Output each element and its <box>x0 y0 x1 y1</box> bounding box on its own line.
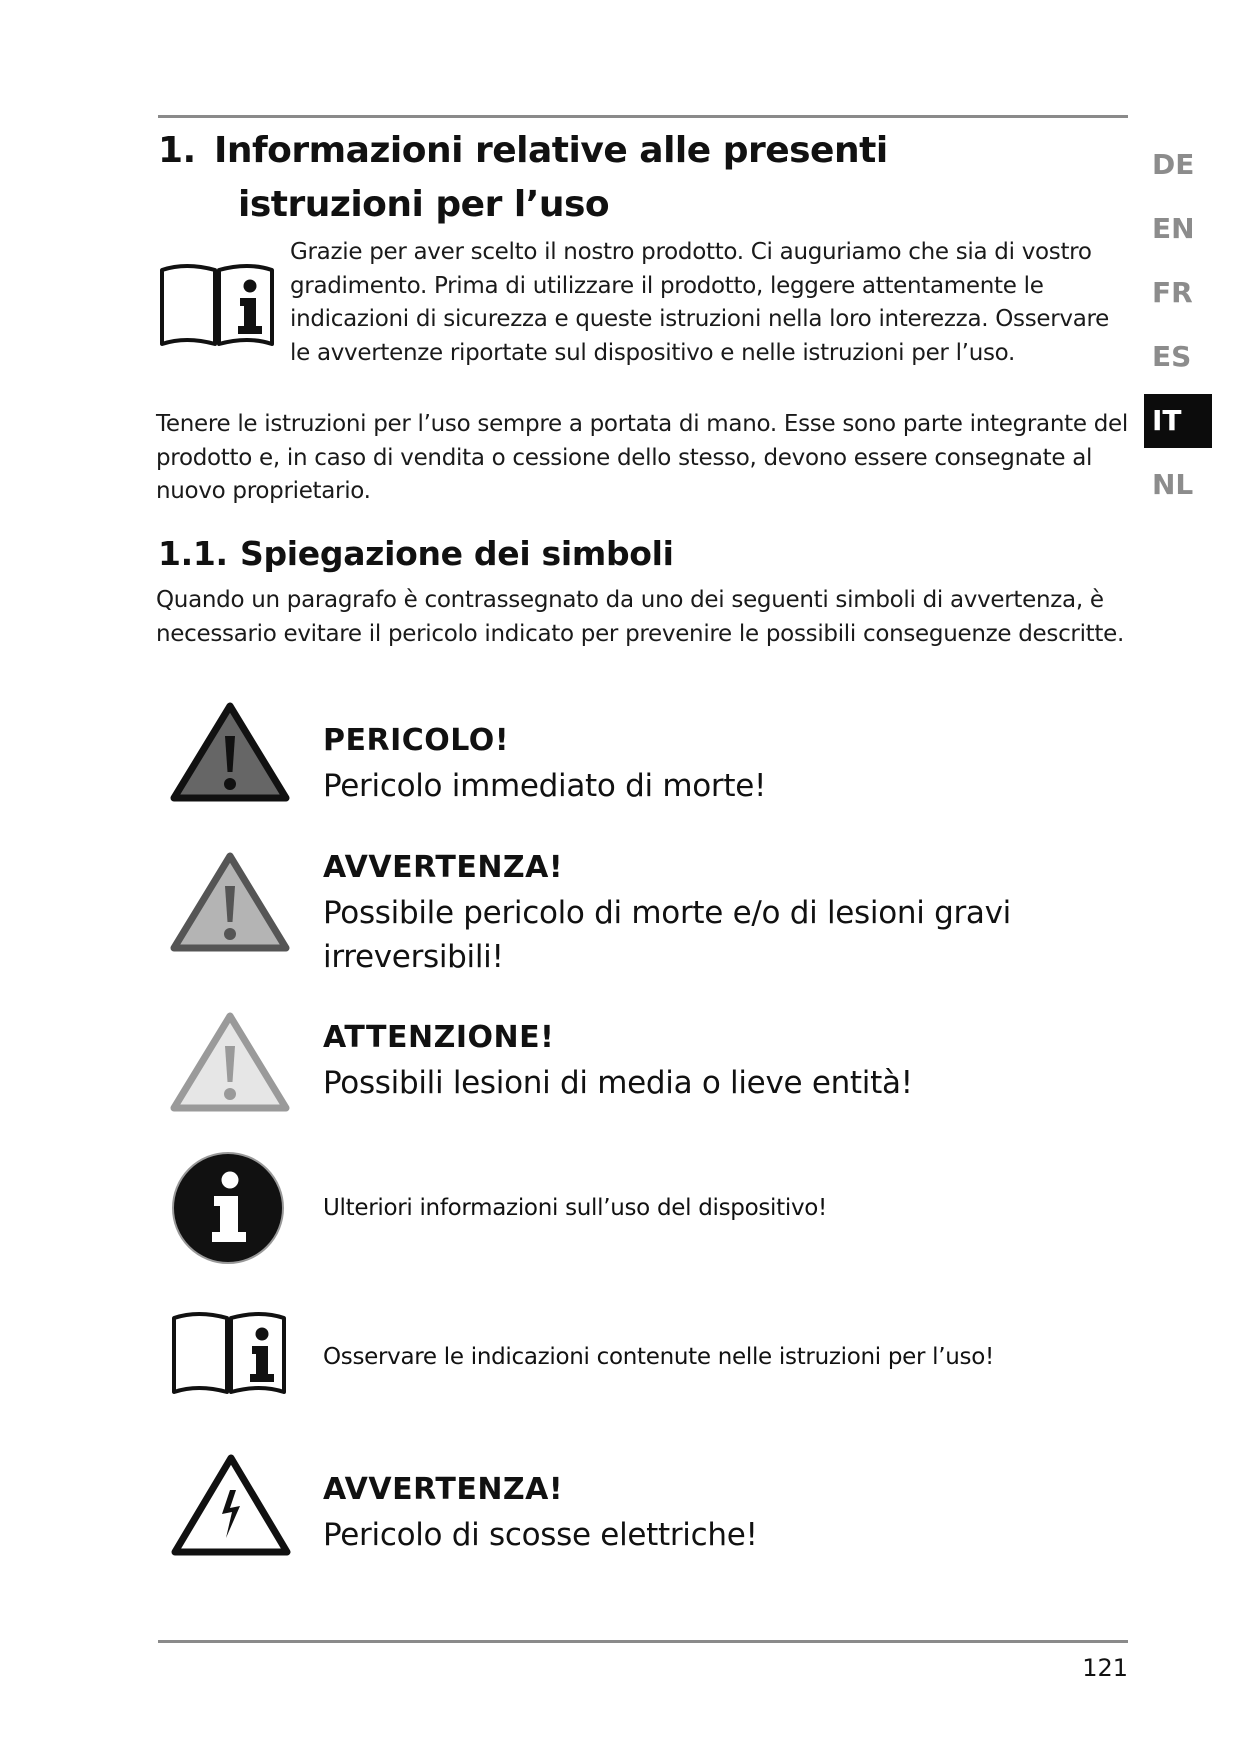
page-number: 121 <box>1082 1654 1128 1682</box>
symbol-description: Ulteriori informazioni sull’uso del dispositivo! <box>323 1195 827 1221</box>
symbol-entry-info <box>323 1193 1123 1223</box>
symbol-title: AVVERTENZA! <box>323 1472 564 1507</box>
symbol-description: Possibili lesioni di media o lieve entità! <box>323 1065 913 1101</box>
bottom-rule <box>158 1640 1128 1643</box>
symbol-entry-caution <box>323 1015 1123 1105</box>
subsection-title: Spiegazione dei simboli <box>240 534 674 573</box>
section-title-line2: istruzioni per l’uso <box>238 184 610 225</box>
language-tab-nl[interactable]: NL <box>1152 468 1194 501</box>
section-title-line1: Informazioni relative alle presenti <box>214 130 888 171</box>
symbol-entry-warning <box>323 845 1123 979</box>
symbol-description: Osservare le indicazioni contenute nelle istruzioni per l’uso! <box>323 1344 994 1370</box>
language-tab-es[interactable]: ES <box>1152 340 1192 373</box>
symbol-entry-manual <box>323 1342 1123 1372</box>
intro-paragraph: Grazie per aver scelto il nostro prodotto. Ci auguriamo che sia di vostro gradimento. Prima di utilizzare il prodotto, leggere attentamente le indicazioni di sicurezza e queste istruzioni nella loro interezza. Osservare le avvertenze riportate sul dispositivo e nelle istruzioni per l’uso. <box>290 239 1110 366</box>
subsection-heading <box>158 534 1058 574</box>
warning-triangle-icon <box>170 850 290 954</box>
subsection-number: 1.1. <box>158 534 228 573</box>
language-tab-fr[interactable]: FR <box>1152 276 1193 309</box>
symbol-description: Pericolo di scosse elettriche! <box>323 1517 758 1553</box>
manual-info-icon <box>158 260 276 348</box>
symbol-description: Pericolo immediato di morte! <box>323 768 767 804</box>
symbol-title: PERICOLO! <box>323 723 509 758</box>
top-rule <box>158 115 1128 118</box>
electric-shock-icon <box>170 1452 292 1558</box>
symbols-explanation-paragraph: Quando un paragrafo è contrassegnato da uno dei seguenti simboli di avvertenza, è necessario evitare il pericolo indicato per prevenire le possibili conseguenze descritte. <box>156 587 1124 647</box>
symbol-description: Possibile pericolo di morte e/o di lesioni gravi irreversibili! <box>323 895 1011 975</box>
symbol-entry-electric <box>323 1467 1123 1557</box>
symbol-title: AVVERTENZA! <box>323 850 564 885</box>
info-circle-icon <box>170 1150 286 1266</box>
section-number: 1. <box>158 130 196 171</box>
symbol-entry-danger <box>323 718 1123 808</box>
manual-info-icon <box>170 1308 288 1396</box>
symbol-title: ATTENZIONE! <box>323 1020 555 1055</box>
language-tab-it[interactable]: IT <box>1144 394 1212 448</box>
language-tabs <box>1144 138 1212 522</box>
caution-triangle-icon <box>170 1010 290 1114</box>
language-tab-en[interactable]: EN <box>1152 212 1195 245</box>
section-heading <box>158 124 958 232</box>
language-tab-de[interactable]: DE <box>1152 148 1195 181</box>
danger-triangle-icon <box>170 700 290 804</box>
keep-instructions-paragraph: Tenere le istruzioni per l’uso sempre a portata di mano. Esse sono parte integrante del prodotto e, in caso di vendita o cessione dello stesso, devono essere consegnate al nuovo proprietario. <box>156 411 1128 504</box>
